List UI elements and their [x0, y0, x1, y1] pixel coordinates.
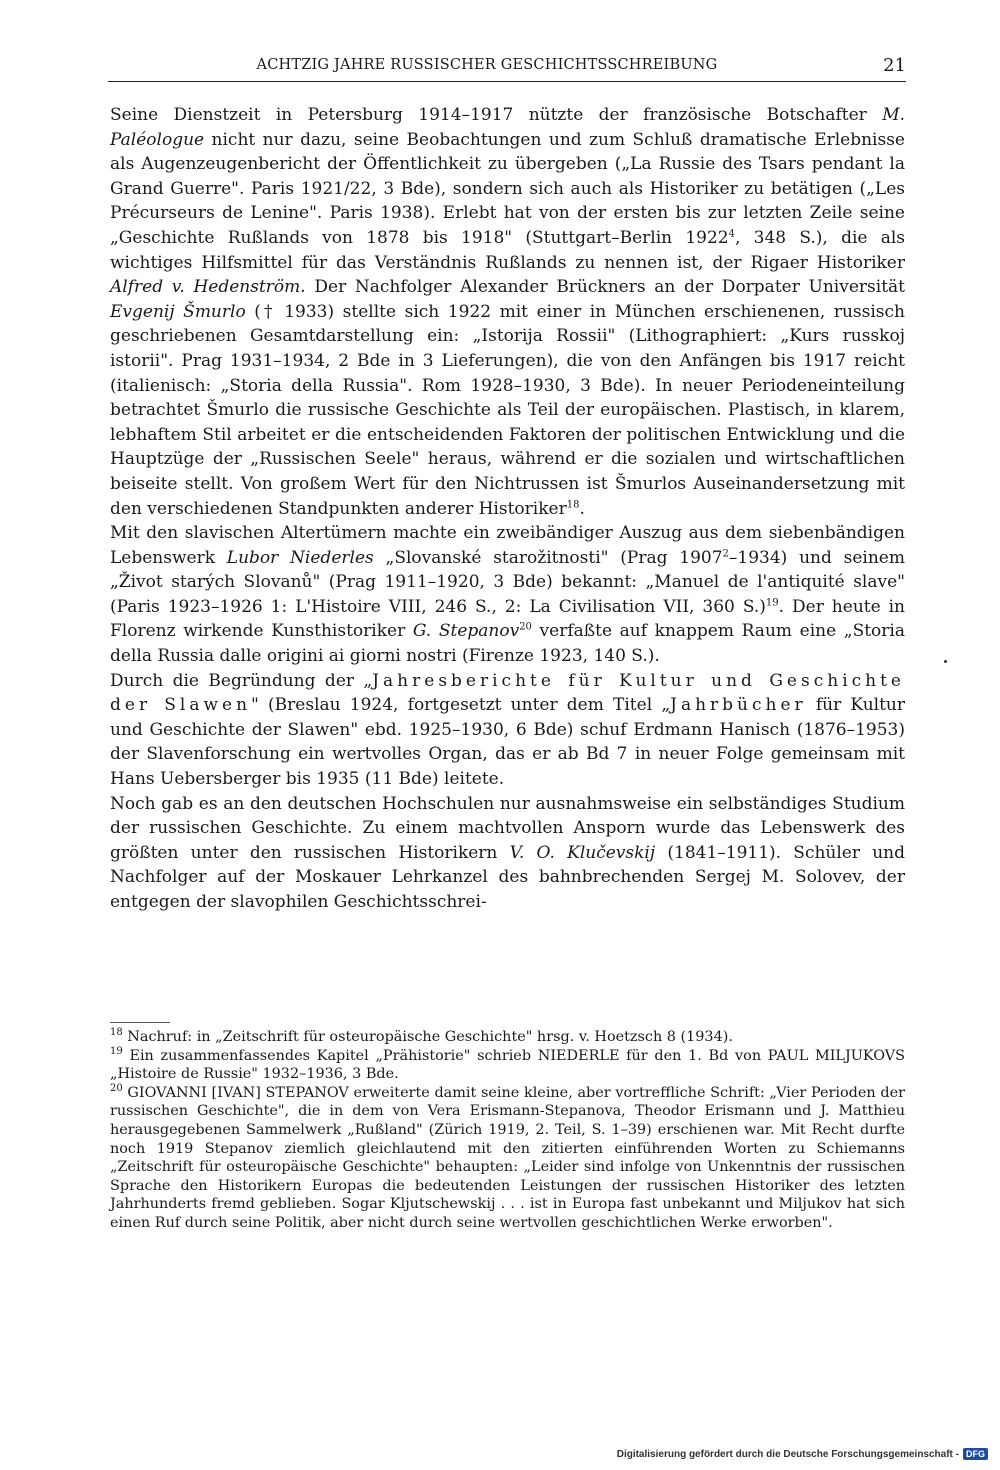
digitization-footer	[617, 1448, 988, 1460]
text-run: " (Breslau 1924, fortgesetzt unter dem Titel „	[251, 695, 671, 716]
text-run: , 348 S.), die als wichtiges Hilfsmittel für das Verständnis Rußlands zu nennen ist, der Rigaer Historiker	[110, 227, 906, 273]
edition-superscript: 2	[722, 548, 729, 560]
text-run: . Der heute in Florenz wirkende Kunsthistoriker	[110, 596, 906, 642]
dfg-logo-icon: DFG	[963, 1448, 988, 1460]
running-header	[108, 55, 906, 83]
text-run: († 1933) stellte sich 1922 mit einer in München erschienenen, russisch geschriebenen Gesamtdarstellung ein: „Istorija Rossii" (Lithographiert: „Kurs russkoj istorii". Prag 1931–1934, 2 Bde in 3 Lieferungen), die von den Anfängen bis 1917 reicht (italienisch: „Storia della Russia". Rom 1928–1930, 3 Bde). In neuer Periodeneinteilung betrachtet Šmurlo die russische Geschichte als Teil der europäischen. Plastisch, in klarem, lebhaftem Stil arbeitet er die entscheidenden Faktoren der politischen Entwicklung und die Hauptzüge der „Russischen Seele" heraus, während er die sozialen und wirtschaftlichen beiseite stellt. Von großem Wert für den Nichtrussen ist Šmurlos Auseinandersetzung mit den verschiedenen Standpunkten anderer Historiker	[110, 301, 906, 519]
footnote-ref: 18	[566, 498, 580, 510]
author-name: Evgenij Šmurlo	[110, 301, 246, 322]
footnotes	[110, 1028, 905, 1233]
paragraph-klucevskij	[110, 792, 905, 915]
text-run: Seine Dienstzeit in Petersburg 1914–1917 nützte der französische Botschafter	[110, 105, 883, 125]
footnote-number: 18	[110, 1027, 123, 1039]
text-run: .	[579, 498, 585, 519]
text-run: Mit den slavischen Altertümern machte ein zweibändiger Auszug aus dem siebenbändigen Lebenswerk	[110, 523, 905, 568]
footnote-text: Nachruf: in „Zeitschrift für osteuropäische Geschichte" hrsg. v. Hoetzsch 8 (1934).	[122, 1029, 733, 1045]
text-run: für Kultur und Geschichte der Slawen" ebd. 1925–1930, 6 Bde) schuf Erdmann Hanisch (1876–1953) der Slavenforschung ein wertvolles Organ, das er ab Bd 7 in neuer Folge gemeinsam mit Hans Uebersberger bis 1935 (11 Bde) leitete.	[110, 695, 906, 790]
author-name: G. Stepanov	[412, 621, 520, 642]
author-name: Alfred v. Hedenström.	[110, 277, 306, 298]
page-number: 21	[883, 55, 906, 76]
footnote-separator	[110, 1022, 170, 1023]
footnote-text: Ein zusammenfassendes Kapitel „Prähistorie" schrieb NIEDERLE für den 1. Bd von PAUL MILJUKOVS „Histoire de Russie" 1932–1936, 3 Bde.	[110, 1047, 905, 1083]
paragraph-paleologue	[110, 103, 905, 521]
footnote-ref: 20	[519, 621, 532, 633]
margin-mark	[944, 660, 947, 663]
text-run: –1934) und seinem „Život starých Slovanů" (Prag 1911–1920, 3 Bde) bekannt: „Manuel de l'antiquité slave" (Paris 1923–1926 1: L'Histoire VIII, 246 S., 2: La Civilisation VII, 360 S.)	[110, 547, 905, 617]
header-rule	[108, 81, 906, 82]
footnote-ref: 19	[765, 597, 779, 609]
running-title: ACHTZIG JAHRE RUSSISCHER GESCHICHTSSCHREIBUNG	[256, 57, 718, 73]
text-run: Der Nachfolger Alexander Brückners an der Dorpater Universität	[305, 277, 905, 298]
footer-text: Digitalisierung gefördert durch die Deutsche Forschungsgemeinschaft -	[616, 1448, 959, 1460]
edition-superscript: 4	[728, 228, 735, 240]
footnote-19	[110, 1047, 905, 1084]
author-name: V. O. Klučevskij	[509, 842, 656, 863]
footnote-text: GIOVANNI [IVAN] STEPANOV erweiterte damit seine kleine, aber vortreffliche Schrift: „Vier Perioden der russischen Geschichte", die in dem von Vera Erismann-Stepanova, Theodor Erismann und J. Matthieu herausgegebenen Sammelwerk „Rußland" (Zürich 1919, 2. Teil, S. 1–39) erschienen war. Mit Recht durfte noch 1919 Stepanov ziemlich gleichlautend mit den zitierten einführenden Worten zu Schiemanns „Zeitschrift für osteuropäische Geschichte" behaupten: „Leider sind infolge von Unkenntnis der russischen Sprache den Historikern Europas die bedeutenden Leistungen der russischen Historiker des letzten Jahrhunderts fremd geblieben. Sogar Kljutschewskij . . . ist in Europa fast unbekannt und Miljukov hat sich einen Ruf durch seine Politik, aber nicht durch seine wertvollen geschichtlichen Werke erworben".	[110, 1084, 905, 1231]
main-text	[110, 103, 905, 915]
text-run: Noch gab es an den deutschen Hochschulen nur ausnahmsweise ein selbständiges Studium der russischen Geschichte. Zu einem machtvollen Ansporn wurde das Lebenswerk des größten unter den russischen Historikern	[110, 793, 905, 863]
text-run: „Slovanské starožitnosti" (Prag 1907	[373, 547, 723, 568]
footnote-20	[110, 1084, 905, 1233]
spaced-title: Jahresberichte für Kultur und Geschichte der Slawen	[110, 670, 905, 716]
text-run: verfaßte auf knappem Raum eine „Storia della Russia dalle origini ai giorni nostri (Firenze 1923, 140 S.).	[110, 621, 905, 667]
paragraph-hanisch	[110, 669, 905, 792]
footnote-number: 19	[110, 1045, 123, 1057]
text-run: nicht nur dazu, seine Beobachtungen und zum Schluß dramatische Erlebnisse als Augenzeugenbericht der Öffentlichkeit zu übergeben („La Russie des Tsars pendant la Grand Guerre". Paris 1921/22, 3 Bde), sondern sich auch als Historiker zu betätigen („Les Précurseurs de Lenine". Paris 1938). Erlebt hat von der ersten bis zur letzten Zeile seine „Geschichte Rußlands von 1878 bis 1918" (Stuttgart–Berlin 1922	[110, 129, 905, 248]
footnote-number: 20	[110, 1082, 123, 1094]
spaced-title: Jahrbücher	[670, 695, 807, 716]
author-name: M. Paléologue	[110, 105, 905, 150]
author-name: Lubor Niederles	[226, 547, 374, 568]
text-run: Durch die Begründung der „	[110, 670, 373, 691]
footnote-18	[110, 1028, 905, 1047]
text-run: (1841–1911). Schüler und Nachfolger auf der Moskauer Lehrkanzel des bahnbrechenden Sergej M. Solovev, der entgegen der slavophilen Geschichtsschrei-	[110, 842, 905, 912]
paragraph-niederle	[110, 521, 905, 669]
